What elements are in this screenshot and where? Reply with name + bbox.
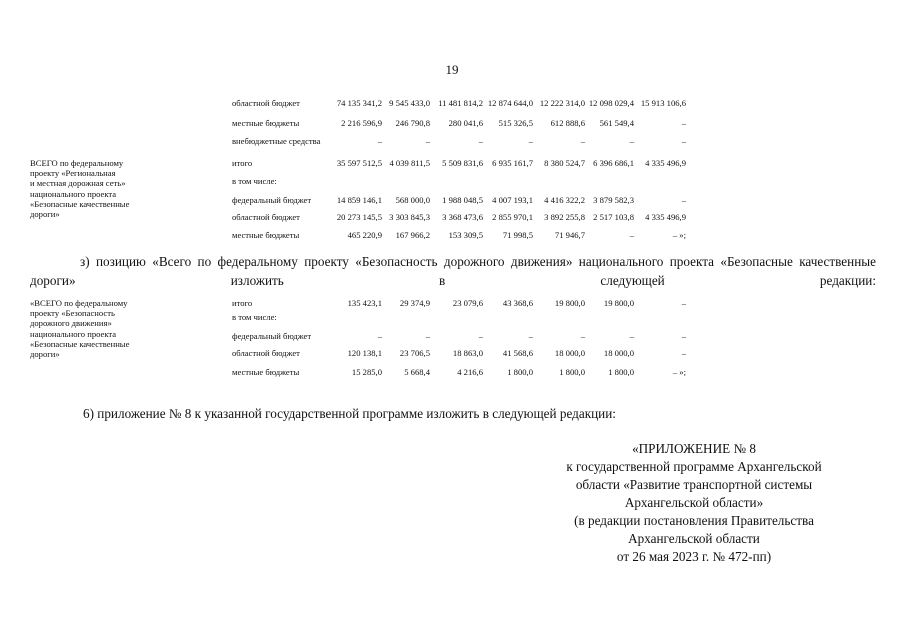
paragraph-6: 6) приложение № 8 к указанной государственной программе изложить в следующей редакции:	[83, 406, 616, 421]
table-cell-value: 23 706,5	[399, 348, 430, 358]
table-cell-value: 4 335 496,9	[645, 212, 686, 222]
table-row	[0, 195, 905, 207]
table-cell-value: 2 216 596,9	[341, 118, 382, 128]
table-cell-value: 29 374,9	[399, 298, 430, 308]
table-cell-value: –	[478, 136, 483, 146]
table-cell-value: 167 966,2	[395, 230, 430, 240]
funding-source-label: областной бюджет	[232, 98, 300, 108]
table-cell-value: 1 800,0	[559, 367, 585, 377]
funding-source-label: местные бюджеты	[232, 118, 300, 128]
table-cell-value: 4 216,6	[457, 367, 483, 377]
table-cell-value: –	[580, 331, 585, 341]
table-cell-value: 15 913 106,6	[640, 98, 686, 108]
table-cell-value: –	[681, 118, 686, 128]
table-cell-value: 1 988 048,5	[442, 195, 483, 205]
table-cell-value: 4 416 322,2	[544, 195, 585, 205]
table-cell-value: 6 935 161,7	[492, 158, 533, 168]
table-cell-value: –	[681, 348, 686, 358]
table-row	[0, 158, 905, 170]
table-cell-value: 11 481 814,2	[438, 98, 483, 108]
table-cell-value: 3 879 582,3	[593, 195, 634, 205]
table-cell-value: 2 855 970,1	[492, 212, 533, 222]
table-row	[0, 298, 905, 310]
row-label-regional-road-network: ВСЕГО по федеральному проекту «Региональная и местная дорожная сеть» национального проекта «Безопасные качественные дороги»	[30, 158, 130, 220]
table-cell-value: 8 380 524,7	[544, 158, 585, 168]
table-cell-value: 19 800,0	[603, 298, 634, 308]
table-row	[0, 312, 905, 324]
table-cell-value: 12 874 644,0	[487, 98, 533, 108]
table-cell-value: 3 368 473,6	[442, 212, 483, 222]
table-cell-value: 568 000,0	[395, 195, 430, 205]
table-cell-value: – »;	[672, 230, 686, 240]
table-cell-value: –	[377, 136, 382, 146]
table-cell-value: –	[629, 230, 634, 240]
table-cell-value: 12 222 314,0	[539, 98, 585, 108]
table-cell-value: 35 597 512,5	[336, 158, 382, 168]
table-cell-value: 5 668,4	[404, 367, 430, 377]
table-cell-value: 4 335 496,9	[645, 158, 686, 168]
table-cell-value: 3 303 845,3	[389, 212, 430, 222]
table-cell-value: 43 368,6	[502, 298, 533, 308]
funding-source-label: федеральный бюджет	[232, 331, 312, 341]
table-row	[0, 176, 905, 188]
table-row	[0, 136, 905, 148]
funding-source-label: в том числе:	[232, 312, 277, 322]
table-cell-value: 19 800,0	[554, 298, 585, 308]
table-cell-value: –	[629, 136, 634, 146]
table-cell-value: –	[478, 331, 483, 341]
table-cell-value: –	[377, 331, 382, 341]
page-number: 19	[445, 62, 459, 77]
table-cell-value: 15 285,0	[351, 367, 382, 377]
table-row	[0, 230, 905, 242]
funding-source-label: в том числе:	[232, 176, 277, 186]
table-cell-value: –	[528, 331, 533, 341]
table-row	[0, 331, 905, 343]
table-cell-value: 6 396 686,1	[593, 158, 634, 168]
table-cell-value: 5 509 831,6	[442, 158, 483, 168]
table-cell-value: 1 800,0	[507, 367, 533, 377]
table-cell-value: 465 220,9	[347, 230, 382, 240]
table-cell-value: –	[681, 195, 686, 205]
table-cell-value: 135 423,1	[347, 298, 382, 308]
table-cell-value: 2 517 103,8	[593, 212, 634, 222]
table-cell-value: –	[629, 331, 634, 341]
table-cell-value: 3 892 255,8	[544, 212, 585, 222]
table-cell-value: 612 888,6	[550, 118, 585, 128]
table-cell-value: 14 859 146,1	[336, 195, 382, 205]
table-cell-value: 20 273 145,5	[336, 212, 382, 222]
table-cell-value: 71 998,5	[502, 230, 533, 240]
table-cell-value: 4 007 193,1	[492, 195, 533, 205]
funding-source-label: внебюджетные средства	[232, 136, 321, 146]
table-row	[0, 118, 905, 130]
funding-source-label: итого	[232, 158, 253, 168]
table-cell-value: –	[425, 136, 430, 146]
paragraph-z: з) позицию «Всего по федеральному проекту «Безопасность дорожного движения» национального проекта «Безопасные качественные дороги» изложить в следующей редакции:	[30, 254, 876, 288]
appendix-heading-block: «ПРИЛОЖЕНИЕ № 8 к государственной программе Архангельской области «Развитие транспортной системы Архангельской области» (в редакции постановления Правительства Архангельской области от 26 мая 2023 г. № 472-пп)	[566, 441, 822, 564]
table-cell-value: –	[425, 331, 430, 341]
funding-source-label: местные бюджеты	[232, 230, 300, 240]
row-label-road-safety: «ВСЕГО по федеральному проекту «Безопасность дорожного движения» национального проекта «Безопасные качественные дороги»	[30, 298, 130, 360]
table-cell-value: –	[681, 298, 686, 308]
table-cell-value: 23 079,6	[452, 298, 483, 308]
funding-source-label: областной бюджет	[232, 212, 300, 222]
table-row	[0, 367, 905, 379]
table-cell-value: 9 545 433,0	[389, 98, 430, 108]
table-cell-value: –	[681, 331, 686, 341]
table-cell-value: 12 098 029,4	[588, 98, 634, 108]
table-cell-value: – »;	[672, 367, 686, 377]
table-cell-value: –	[681, 136, 686, 146]
table-cell-value: 1 800,0	[608, 367, 634, 377]
table-cell-value: 18 863,0	[452, 348, 483, 358]
table-cell-value: 4 039 811,5	[389, 158, 430, 168]
funding-source-label: местные бюджеты	[232, 367, 300, 377]
table-cell-value: 280 041,6	[448, 118, 483, 128]
table-row	[0, 98, 905, 110]
table-cell-value: 41 568,6	[502, 348, 533, 358]
table-cell-value: 74 135 341,2	[336, 98, 382, 108]
funding-source-label: областной бюджет	[232, 348, 300, 358]
funding-source-label: итого	[232, 298, 253, 308]
table-cell-value: 18 000,0	[603, 348, 634, 358]
table-cell-value: –	[580, 136, 585, 146]
table-cell-value: 153 309,5	[448, 230, 483, 240]
table-cell-value: 246 790,8	[395, 118, 430, 128]
table-row	[0, 348, 905, 360]
table-cell-value: 561 549,4	[599, 118, 634, 128]
table-cell-value: 120 138,1	[347, 348, 382, 358]
table-cell-value: 18 000,0	[554, 348, 585, 358]
table-row	[0, 212, 905, 224]
funding-source-label: федеральный бюджет	[232, 195, 312, 205]
table-cell-value: –	[528, 136, 533, 146]
table-cell-value: 71 946,7	[554, 230, 585, 240]
table-cell-value: 515 326,5	[498, 118, 533, 128]
